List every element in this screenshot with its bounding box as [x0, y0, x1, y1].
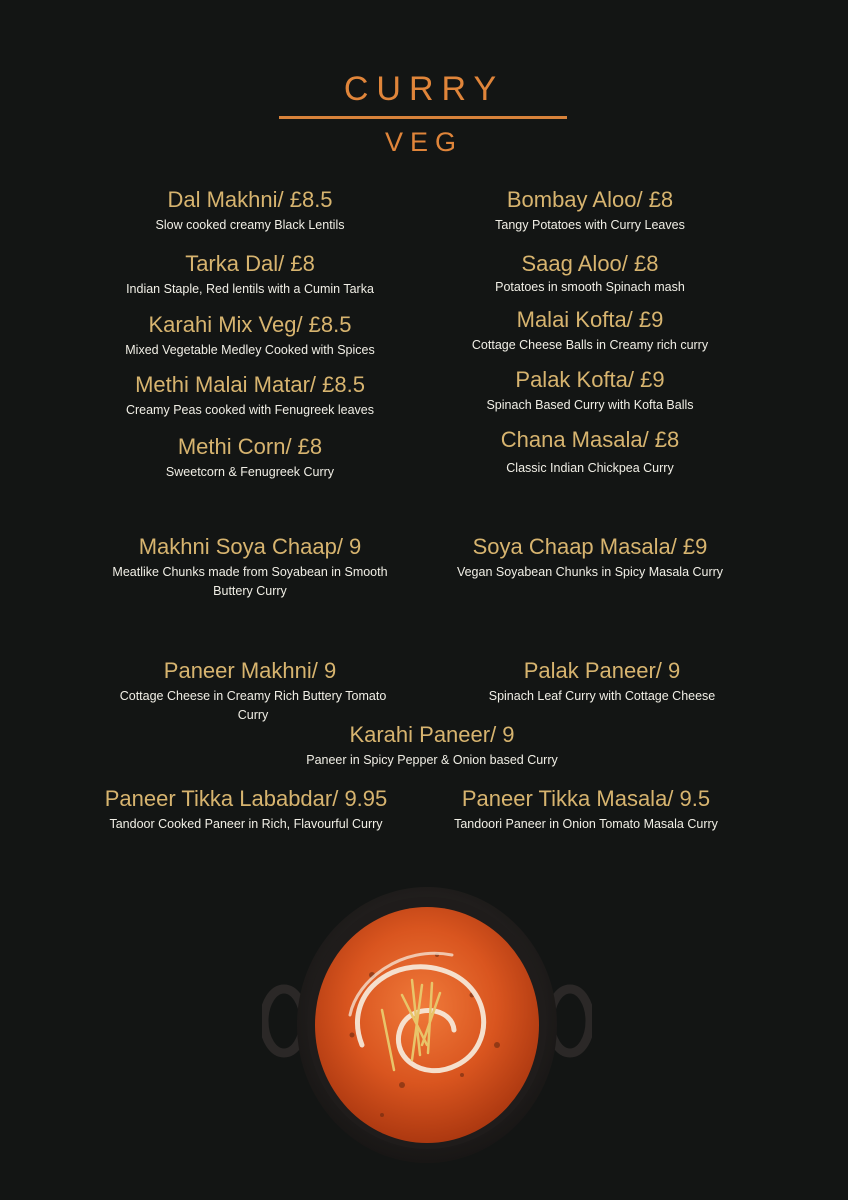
menu-item-palak-kofta — [430, 366, 750, 415]
menu-item-paneer-tikka-lababdar — [78, 785, 414, 834]
menu-item-paneer-tikka-masala — [426, 785, 746, 834]
menu-item-methi-malai-matar — [85, 371, 415, 420]
menu-item-makhni-soya-chaap — [85, 533, 415, 601]
menu-item-soya-chaap-masala — [430, 533, 750, 582]
item-name: Palak Kofta/ £9 — [515, 367, 665, 392]
menu-item-paneer-makhni — [85, 657, 415, 725]
menu-item-karahi-mix-veg — [85, 311, 415, 360]
item-name: Chana Masala/ £8 — [500, 427, 680, 452]
item-name: Paneer Tikka Masala/ 9.5 — [461, 786, 711, 811]
item-description: Slow cooked creamy Black Lentils — [155, 218, 345, 232]
item-description: Tangy Potatoes with Curry Leaves — [495, 218, 685, 232]
item-name: Methi Corn/ £8 — [177, 434, 323, 459]
item-name: Bombay Aloo/ £8 — [506, 187, 674, 212]
menu-item-bombay-aloo — [430, 186, 750, 235]
title-divider — [279, 116, 567, 119]
item-name: Soya Chaap Masala/ £9 — [472, 534, 708, 559]
menu-item-palak-paneer — [442, 657, 762, 706]
item-name: Makhni Soya Chaap/ 9 — [138, 534, 362, 559]
item-name: Paneer Tikka Lababdar/ 9.95 — [104, 786, 388, 811]
menu-item-chana-masala — [430, 426, 750, 478]
item-description: Cottage Cheese in Creamy Rich Buttery Tomato Curry — [119, 689, 387, 722]
item-description: Tandoor Cooked Paneer in Rich, Flavourful Curry — [109, 817, 383, 831]
item-description: Paneer in Spicy Pepper & Onion based Curry — [306, 753, 558, 767]
item-description: Sweetcorn & Fenugreek Curry — [165, 465, 335, 479]
menu-item-tarka-dal — [85, 250, 415, 299]
item-description: Cottage Cheese Balls in Creamy rich curry — [471, 338, 709, 352]
item-name: Karahi Mix Veg/ £8.5 — [148, 312, 352, 337]
menu-title: CURRY — [343, 70, 505, 108]
item-description: Indian Staple, Red lentils with a Cumin Tarka — [126, 282, 374, 296]
menu-item-dal-makhni — [85, 186, 415, 235]
item-description: Vegan Soyabean Chunks in Spicy Masala Curry — [456, 565, 724, 579]
item-name: Tarka Dal/ £8 — [185, 251, 315, 276]
item-name: Karahi Paneer/ 9 — [349, 722, 515, 747]
item-name: Malai Kofta/ £9 — [516, 307, 664, 332]
menu-item-karahi-paneer — [250, 721, 614, 770]
menu-item-malai-kofta — [430, 306, 750, 355]
menu-item-saag-aloo — [430, 250, 750, 297]
item-description: Creamy Peas cooked with Fenugreek leaves — [125, 403, 375, 417]
item-name: Saag Aloo/ £8 — [521, 251, 659, 276]
item-name: Paneer Makhni/ 9 — [163, 658, 337, 683]
item-description: Potatoes in smooth Spinach mash — [495, 280, 685, 294]
menu-subtitle: VEG — [384, 127, 464, 157]
item-description: Spinach Leaf Curry with Cottage Cheese — [488, 689, 716, 703]
curry-bowl-image — [262, 885, 592, 1185]
item-description: Spinach Based Curry with Kofta Balls — [486, 398, 694, 412]
item-description: Classic Indian Chickpea Curry — [506, 461, 674, 475]
item-name: Methi Malai Matar/ £8.5 — [135, 372, 365, 397]
item-description: Tandoori Paneer in Onion Tomato Masala Curry — [454, 817, 718, 831]
item-description: Meatlike Chunks made from Soyabean in Smooth Buttery Curry — [112, 565, 388, 598]
menu-item-methi-corn — [85, 433, 415, 482]
item-name: Palak Paneer/ 9 — [523, 658, 681, 683]
item-description: Mixed Vegetable Medley Cooked with Spices — [125, 343, 375, 357]
item-name: Dal Makhni/ £8.5 — [167, 187, 333, 212]
